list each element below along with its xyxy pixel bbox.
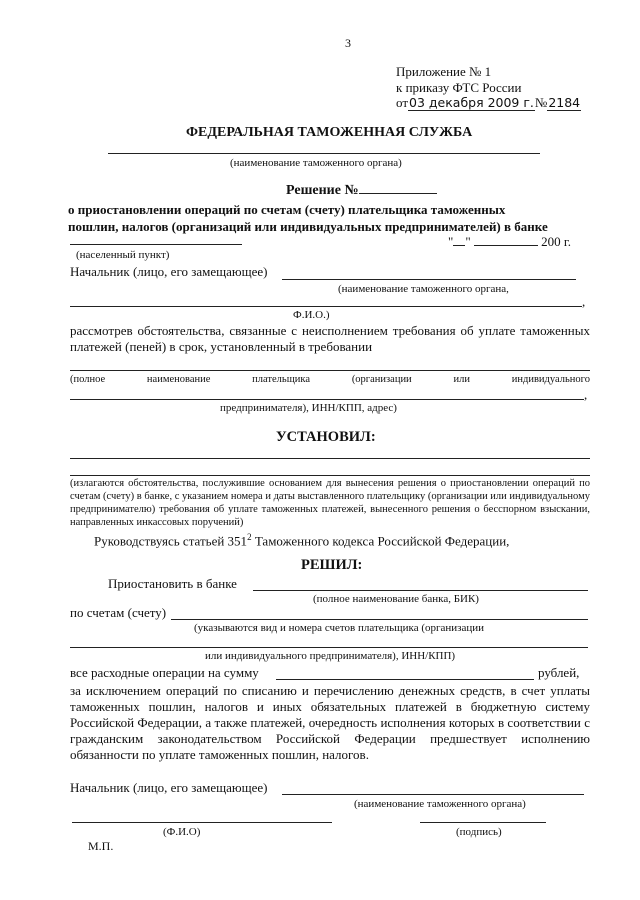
signature-fio-line	[72, 822, 332, 823]
accounts-label: по счетам (счету)	[70, 605, 167, 620]
signature-sign-line	[420, 822, 546, 823]
accounts-caption-2: или индивидуального предпринимателя), ИНН/КПП)	[205, 650, 456, 662]
date-prefix: от	[396, 95, 409, 110]
established-line-1	[70, 458, 590, 459]
year-text: 200	[541, 234, 561, 249]
page-number: 3	[345, 36, 351, 50]
signature-chief-label: Начальник (лицо, его замещающее)	[70, 780, 268, 795]
established-line-2	[70, 475, 590, 476]
guided-sup: 2	[247, 532, 252, 542]
place-line	[70, 244, 242, 245]
payer-line-1	[70, 370, 590, 371]
signature-org-line	[282, 794, 584, 795]
payer-caption-word: или	[453, 374, 470, 385]
signature-org-caption: (наименование таможенного органа)	[354, 798, 526, 810]
payer-line-2	[70, 399, 584, 400]
decision-heading-text: Решение №	[286, 183, 359, 198]
exception-text: за исключением операций по списанию и перечислению денежных средств, в счет уплаты таможенных пошлин, налогов и иных обязательных платежей в бюджетную систему Российской Федерации, а также платежей, очередность исполнения которых в соответствии с гражданским законодательством Российской Федерации предшествует исполнению обязанности по уплате таможенных пошлин, налогов.	[70, 683, 590, 762]
bank-caption: (полное наименование банка, БИК)	[313, 593, 479, 605]
appendix-date-line	[396, 95, 581, 111]
appendix-line-2: к приказу ФТС России	[396, 80, 522, 95]
payer-caption-word: наименование	[146, 374, 211, 385]
decision-subject-line-1: о приостановлении операций по счетам (счету) плательщика таможенных	[68, 202, 506, 217]
payer-caption-word: (организации	[351, 374, 412, 385]
decision-subject-line-2: пошлин, налогов (организаций или индивидуальных предпринимателей) в банке	[68, 219, 548, 234]
date-quote-open: "	[448, 234, 454, 249]
chief-comma: ,	[582, 294, 586, 309]
document-title: ФЕДЕРАЛЬНАЯ ТАМОЖЕННАЯ СЛУЖБА	[186, 125, 473, 140]
decision-heading	[286, 183, 437, 199]
amount-suffix: рублей,	[538, 665, 580, 680]
decision-date	[448, 234, 571, 250]
stamp-place: М.П.	[88, 839, 114, 853]
chief-label: Начальник (лицо, его замещающее)	[70, 264, 268, 279]
guided-by-text	[94, 532, 509, 549]
chief-org-caption: (наименование таможенного органа,	[338, 283, 509, 295]
payer-caption-line-1	[70, 374, 590, 385]
accounts-caption-1: (указываются вид и номера счетов плательщика (организации	[194, 622, 485, 634]
accounts-line	[171, 619, 588, 620]
place-caption: (населенный пункт)	[76, 249, 170, 261]
day-blank	[453, 245, 465, 246]
customs-body-line	[108, 153, 540, 154]
accounts-line-2	[70, 647, 588, 648]
decided-heading: РЕШИЛ:	[301, 557, 363, 573]
signature-fio-caption: (Ф.И.О)	[163, 826, 201, 838]
chief-line-2	[70, 306, 582, 307]
payer-caption-word: плательщика	[252, 374, 311, 385]
payer-caption-word: (полное	[70, 374, 106, 385]
established-caption: (излагаются обстоятельства, послужившие основанием для вынесения решения о приостановлении операций по счетам (счету) в банке, с указанием номера и даты выставленного плательщику (организации или индивидуальному предпринимателю) требования об уплате таможенных платежей, вынесенного решения о бесспорном взыскании, направленных инкассовых поручений)	[70, 478, 590, 528]
payer-comma: ,	[584, 387, 588, 402]
date-value: 03 декабря 2009 г.	[409, 95, 534, 110]
date-quote-close: "	[465, 234, 471, 249]
amount-line	[276, 679, 534, 680]
bank-line	[253, 590, 588, 591]
signature-sign-caption: (подпись)	[456, 826, 502, 838]
established-heading: УСТАНОВИЛ:	[276, 429, 376, 445]
considered-text: рассмотрев обстоятельства, связанные с неисполнением требования об уплате таможенных платежей (пеней) в срок, установленный в требовании	[70, 323, 590, 354]
customs-body-caption: (наименование таможенного органа)	[230, 157, 402, 169]
amount-label: все расходные операции на сумму	[70, 665, 259, 680]
month-blank	[474, 245, 538, 246]
number-prefix: №	[534, 95, 548, 110]
suspend-label: Приостановить в банке	[108, 576, 237, 591]
guided-prefix: Руководствуясь статьей 351	[94, 533, 248, 549]
chief-line	[282, 279, 576, 280]
year-suffix: г.	[563, 234, 571, 249]
appendix-line-1: Приложение № 1	[396, 64, 492, 79]
guided-suffix: Таможенного кодекса Российской Федерации,	[251, 533, 510, 549]
number-value: 2184	[548, 95, 581, 110]
decision-number-blank	[359, 193, 437, 194]
payer-caption-word: индивидуального	[511, 374, 590, 385]
payer-caption-line-2: предпринимателя), ИНН/КПП, адрес)	[220, 402, 397, 414]
chief-fio-caption: Ф.И.О.)	[293, 309, 330, 321]
